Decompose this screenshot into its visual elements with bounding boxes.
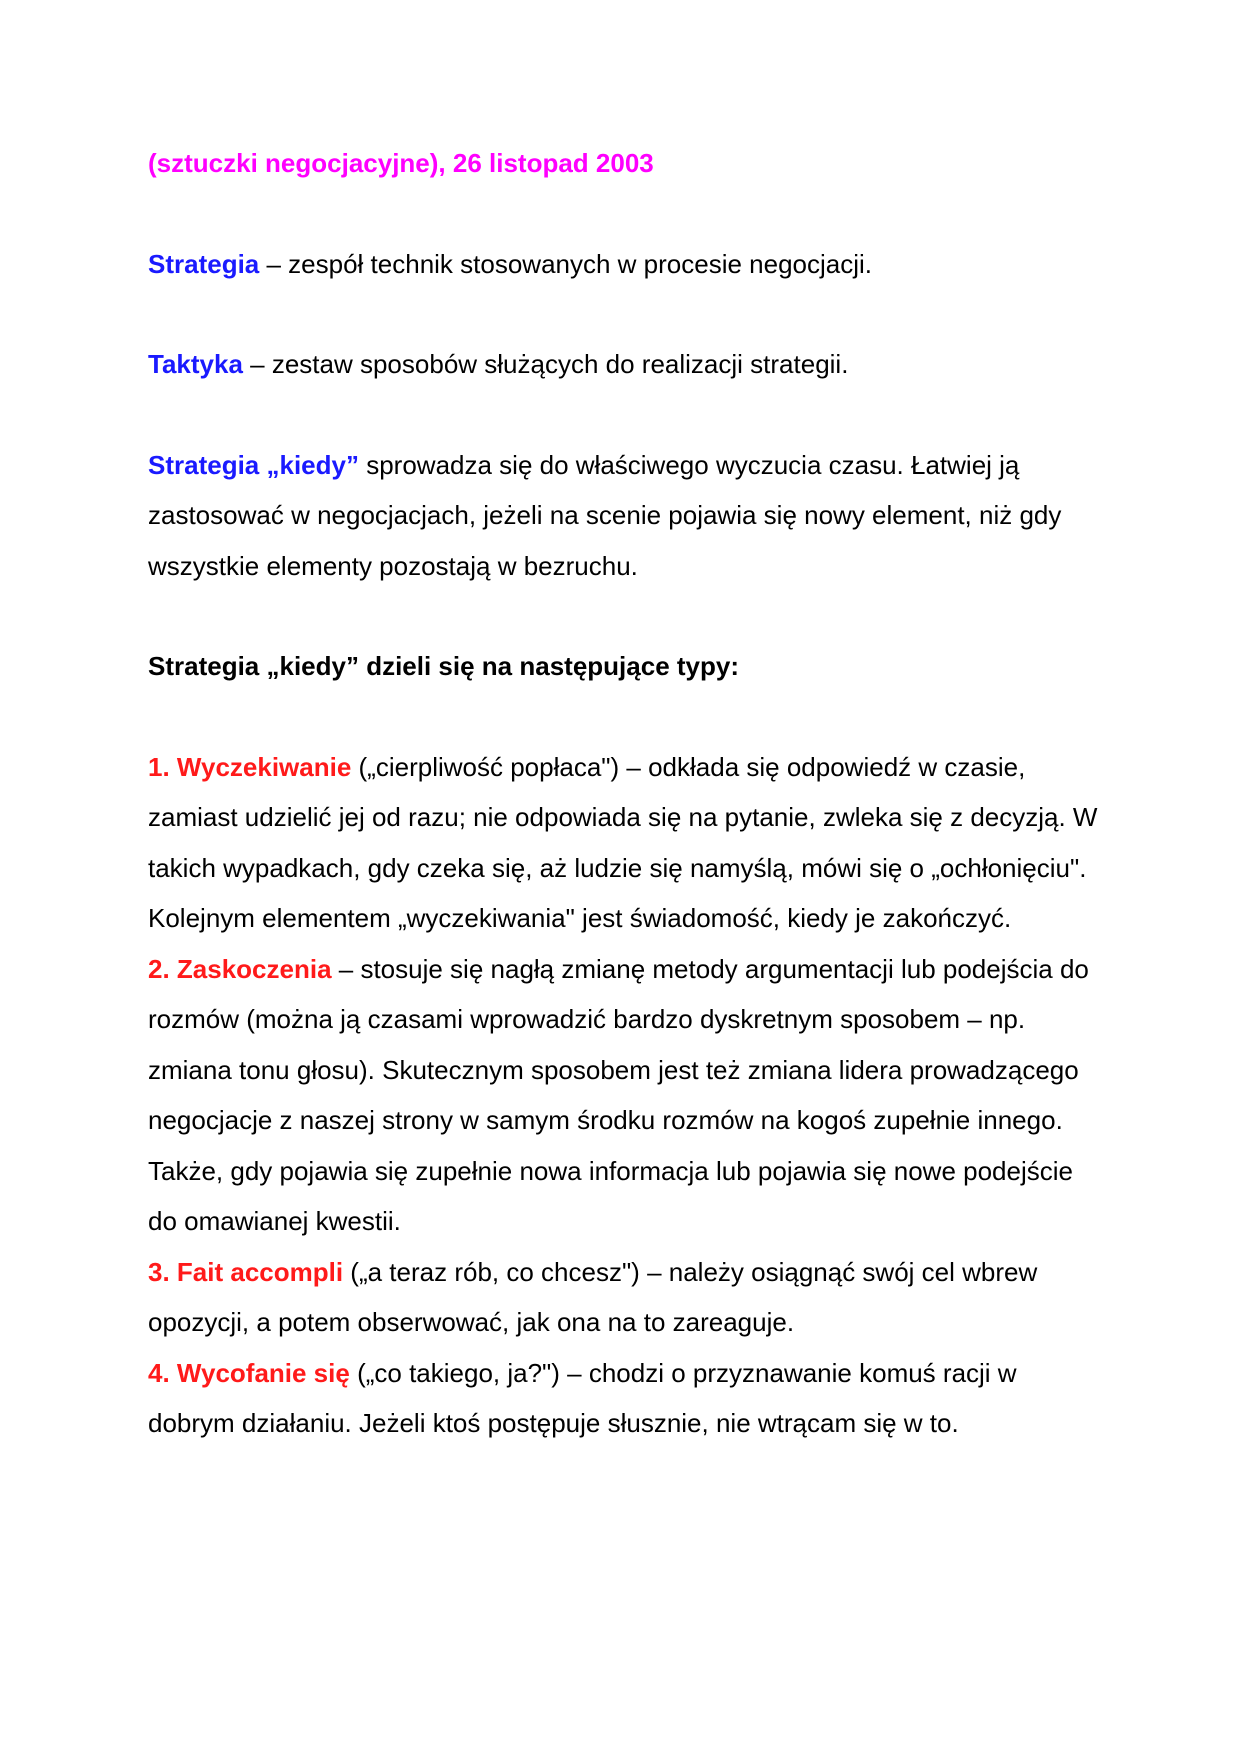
type-term: 1. Wyczekiwanie xyxy=(148,751,352,782)
document-page xyxy=(148,138,1108,1449)
definition-term: Strategia xyxy=(148,248,260,279)
definition-strategia-kiedy xyxy=(148,440,1108,592)
definition-text: – zespół technik stosowanych w procesie negocjacji. xyxy=(259,248,873,279)
type-text: („co takiego, ja?") – chodzi o przyznawanie komuś racji w dobrym działaniu. Jeżeli ktoś postępuje słusznie, nie wtrącam się w to. xyxy=(148,1357,1017,1438)
definition-term: Strategia „kiedy” xyxy=(148,449,359,480)
definition-text: – zestaw sposobów służących do realizacji strategii. xyxy=(242,349,849,379)
type-text: („cierpliwość popłaca") – odkłada się odpowiedź w czasie, zamiast udzielić jej od razu; nie odpowiada się na pytanie, zwleka się z decyzją. W takich wypadkach, gdy czeka się, aż ludzie się namyślą, mówi się o „ochłonięciu". Kolejnym elementem „wyczekiwania" jest świadomość, kiedy je zakończyć. xyxy=(148,751,1098,933)
type-term: 4. Wycofanie się xyxy=(148,1357,350,1388)
type-text: – stosuje się nagłą zmianę metody argumentacji lub podejścia do rozmów (można ją czasami wprowadzić bardzo dyskretnym sposobem – np. zmiana tonu głosu). Skutecznym sposobem jest też zmiana lidera prowadzącego negocjacje z naszej strony w samym środku rozmów na kogoś zupełnie innego. Także, gdy pojawia się zupełnie nowa informacja lub pojawia się nowe podejście do omawianej kwestii. xyxy=(148,953,1089,1236)
type-text: („a teraz rób, co chcesz") – należy osiągnąć swój cel wbrew opozycji, a potem obserwować, jak ona na to zareaguje. xyxy=(148,1256,1038,1337)
definition-taktyka xyxy=(148,339,1108,390)
type-item-wycofanie-sie xyxy=(148,1348,1108,1449)
document-title: (sztuczki negocjacyjne), 26 listopad 2003 xyxy=(148,148,654,178)
type-term: 2. Zaskoczenia xyxy=(148,953,332,984)
definition-text: sprowadza się do właściwego wyczucia czasu. Łatwiej ją zastosować w negocjacjach, jeżeli na scenie pojawia się nowy element, niż gdy wszystkie elementy pozostają w bezruchu. xyxy=(148,449,1062,581)
type-item-wyczekiwanie xyxy=(148,742,1108,944)
type-term: 3. Fait accompli xyxy=(148,1256,344,1287)
definition-strategia xyxy=(148,239,1108,290)
definition-term: Taktyka xyxy=(148,349,243,379)
type-item-fait-accompli xyxy=(148,1247,1108,1348)
type-item-zaskoczenia xyxy=(148,944,1108,1247)
types-heading: Strategia „kiedy” dzieli się na następujące typy: xyxy=(148,651,739,681)
